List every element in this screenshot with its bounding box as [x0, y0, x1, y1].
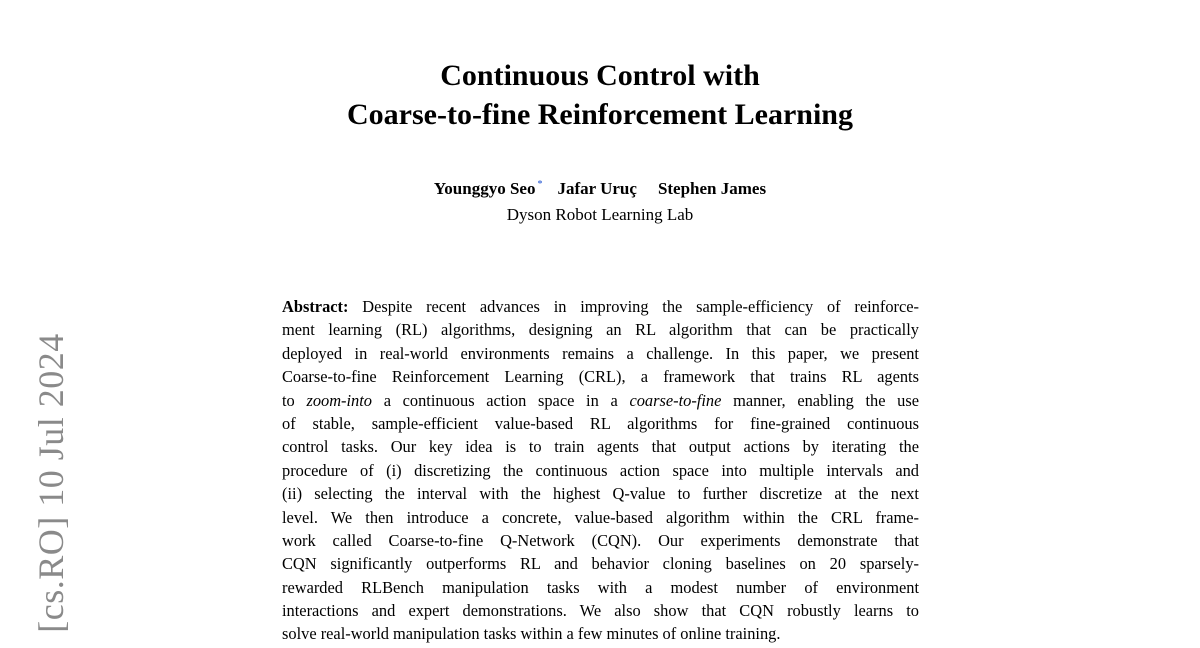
abstract-line: level. We then introduce a concrete, value-based algorithm within the CRL frame-: [282, 507, 919, 527]
abstract-line: interactions and expert demonstrations. We also show that CQN robustly learns to: [282, 601, 919, 621]
author-1: [434, 174, 543, 200]
paper-title-line-2: Coarse-to-fine Reinforcement Learning: [347, 98, 853, 131]
abstract-line: ment learning (RL) algorithms, designing an RL algorithm that can be practically: [282, 320, 919, 340]
abstract-line: procedure of (i) discretizing the continuous action space into multiple intervals and: [282, 460, 919, 480]
author-name: Younggyo Seo: [433, 179, 536, 198]
abstract-line: to zoom-into a continuous action space in a coarse-to-fine manner, enabling the use: [282, 390, 919, 410]
abstract-line: Coarse-to-fine Reinforcement Learning (CRL), a framework that trains RL agents: [282, 367, 919, 387]
abstract-line: control tasks. Our key idea is to train agents that output actions by iterating the: [282, 437, 919, 457]
abstract-body: [282, 295, 919, 646]
abstract: [282, 295, 919, 646]
abstract-line: deployed in real-world environments remains a challenge. In this paper, we present: [282, 343, 919, 363]
footnote-mark[interactable]: *: [537, 179, 543, 190]
paper-title-line-1: Continuous Control with: [440, 59, 760, 92]
affiliation: Dyson Robot Learning Lab: [506, 205, 694, 224]
abstract-label: Abstract:: [282, 297, 349, 316]
author-name: Jafar Uruç: [557, 179, 637, 198]
abstract-line: solve real-world manipulation tasks within a few minutes of online training.: [282, 624, 781, 644]
arxiv-side-stamp: [cs.RO] 10 Jul 2024: [31, 333, 71, 633]
abstract-line: rewarded RLBench manipulation tasks with a modest number of environment: [282, 577, 919, 597]
abstract-line: (ii) selecting the interval with the highest Q-value to further discretize at the next: [282, 484, 919, 504]
abstract-line: of stable, sample-efficient value-based RL algorithms for fine-grained continuous: [282, 413, 919, 433]
author-2: [557, 178, 636, 200]
emphasis-term: coarse-to-fine: [629, 390, 722, 410]
abstract-line: Abstract: Despite recent advances in improving the sample-efficiency of reinforce-: [282, 297, 919, 316]
author-3: [658, 178, 766, 200]
paper-title: [0, 56, 1200, 134]
abstract-line: work called Coarse-to-fine Q-Network (CQN). Our experiments demonstrate that: [282, 530, 919, 550]
author-name: Stephen James: [657, 179, 767, 198]
author-list: [0, 174, 1200, 200]
emphasis-term: zoom-into: [306, 390, 373, 410]
abstract-line: CQN significantly outperforms RL and behavior cloning baselines on 20 sparsely-: [282, 554, 919, 574]
